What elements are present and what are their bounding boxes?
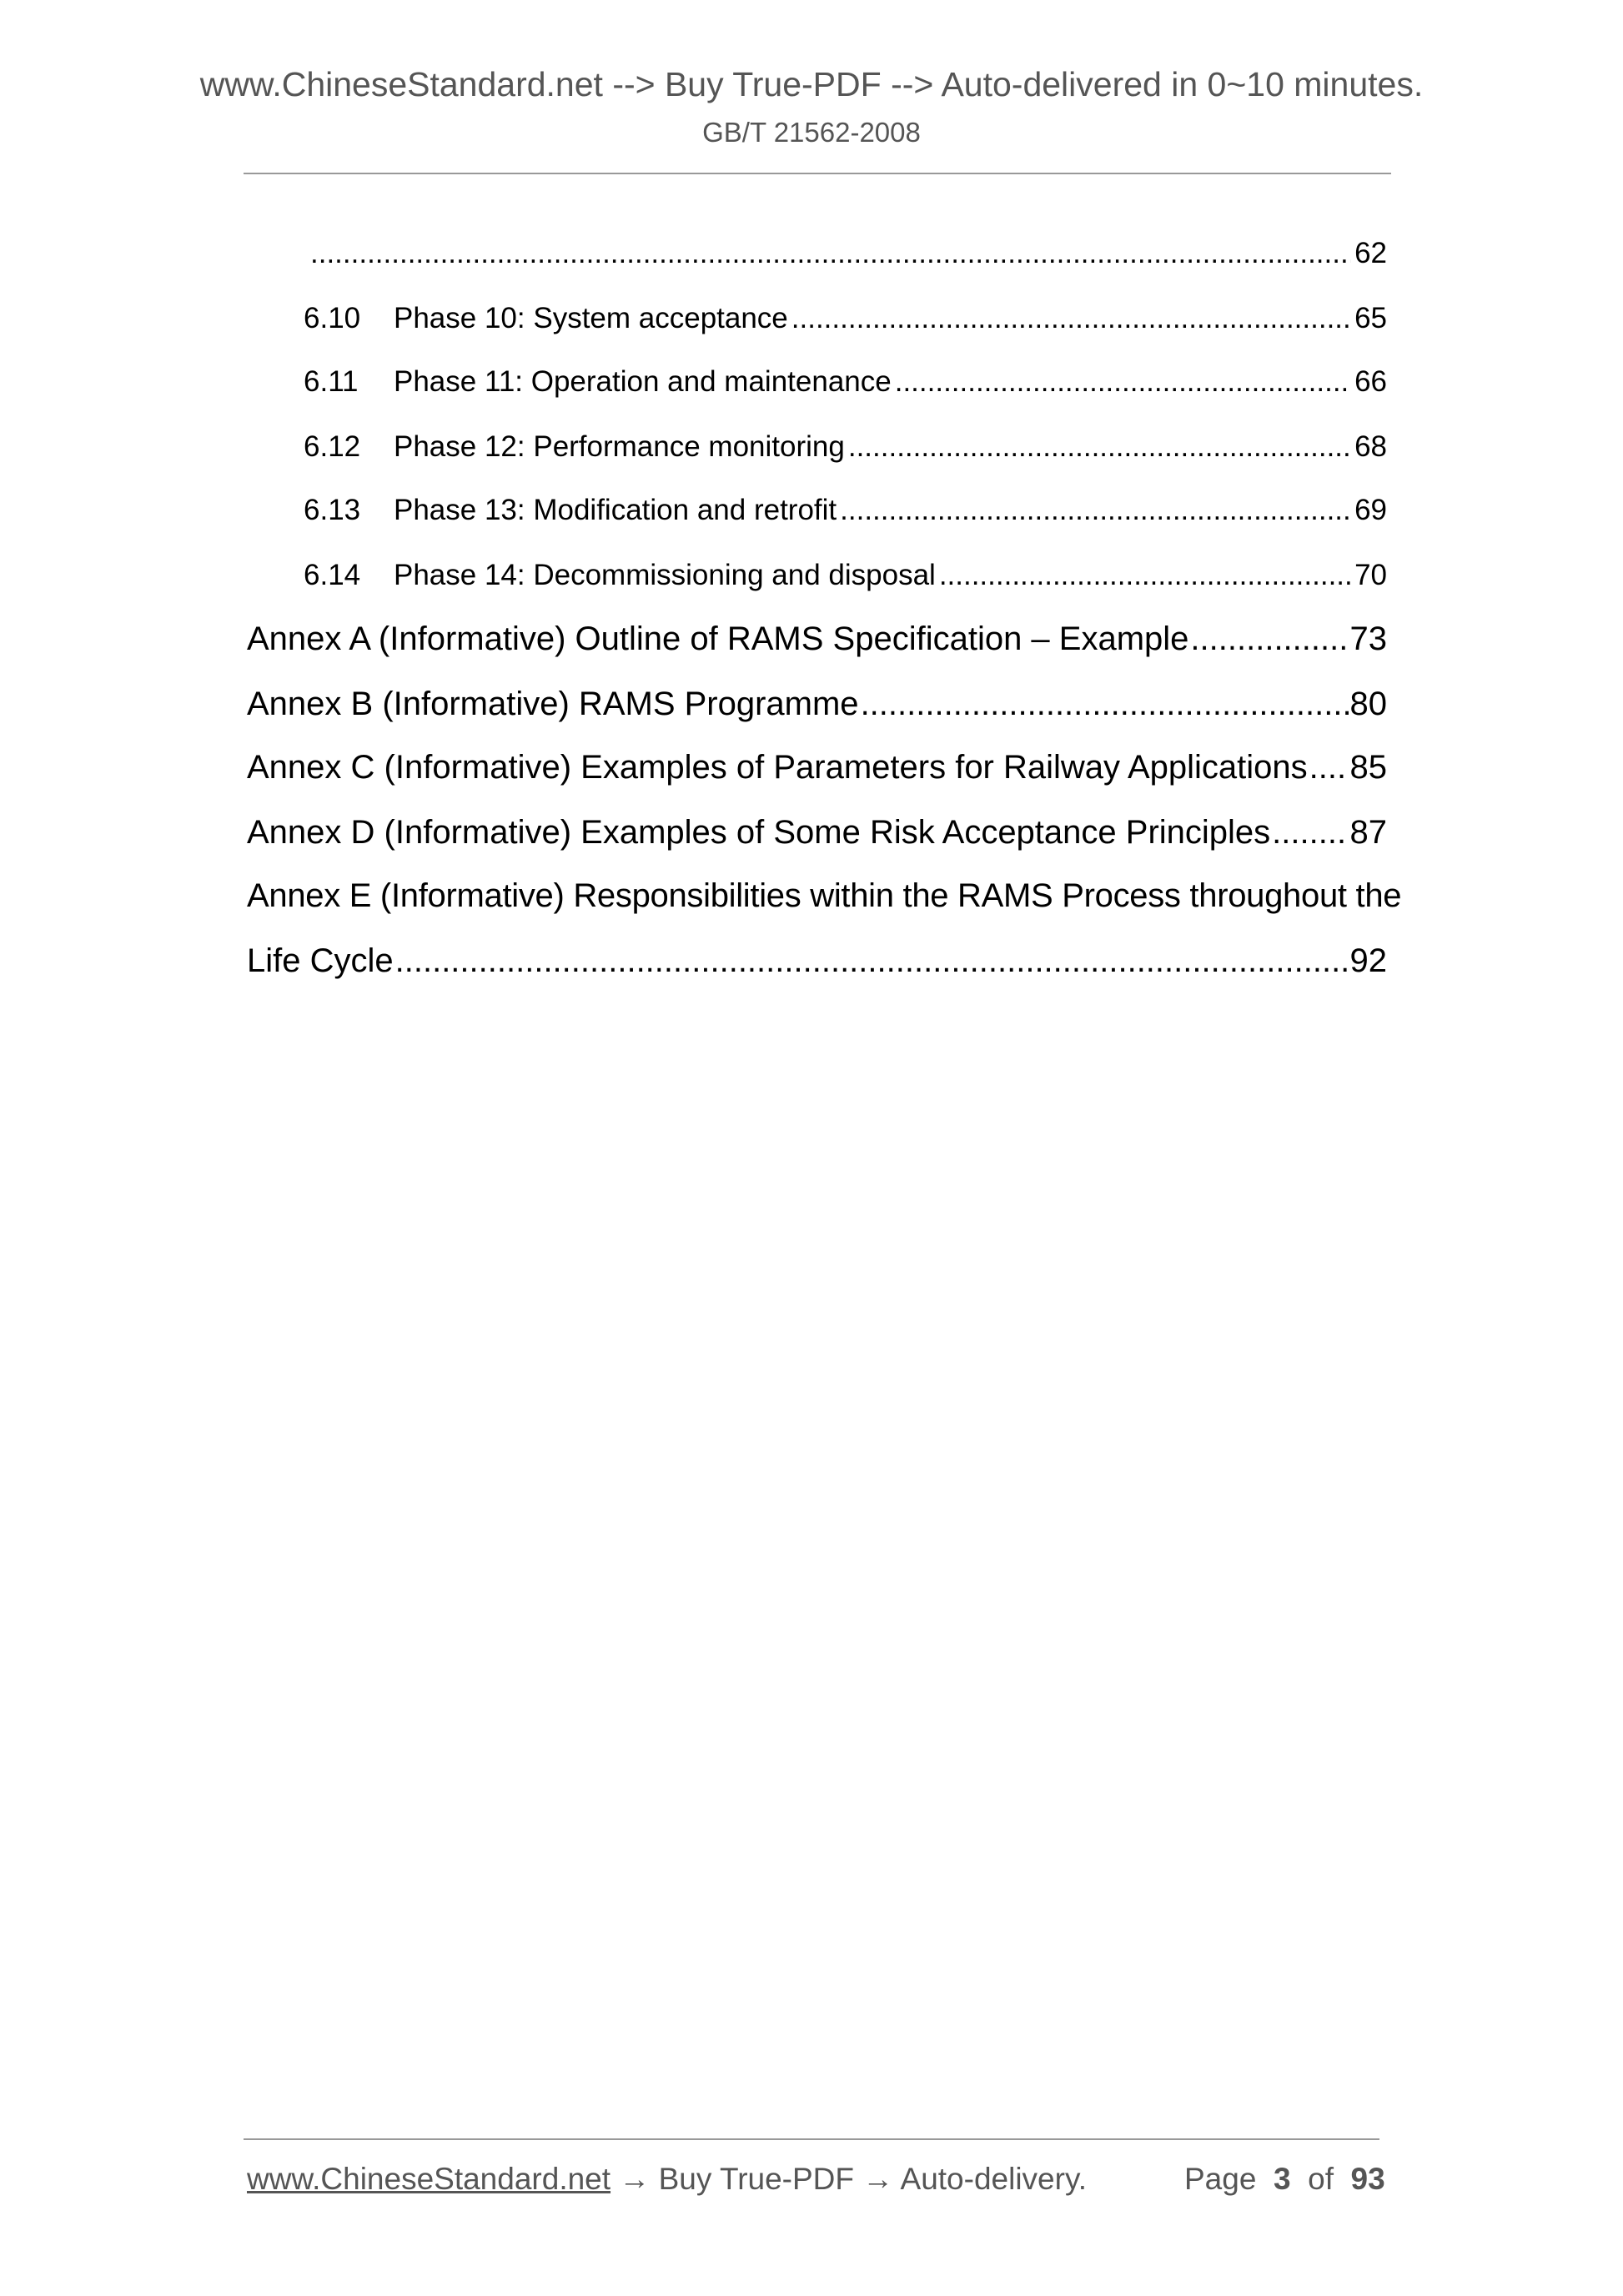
toc-number: 6.13 bbox=[304, 494, 361, 526]
toc-entry-6-11[interactable] bbox=[304, 365, 1387, 399]
toc-title: Phase 14: Decommissioning and disposal bbox=[394, 559, 936, 591]
toc-page: 69 bbox=[1354, 494, 1387, 526]
toc-entry-6-13[interactable] bbox=[304, 494, 1387, 527]
dot-leader bbox=[939, 559, 1351, 592]
toc-page: 66 bbox=[1354, 365, 1387, 398]
toc-title: Life Cycle bbox=[247, 942, 394, 979]
toc-title: Annex E (Informative) Responsibilities within the RAMS Process throughout the bbox=[247, 877, 1402, 914]
page-total: 93 bbox=[1350, 2162, 1385, 2196]
toc-number: 6.12 bbox=[304, 430, 361, 463]
toc-page: 68 bbox=[1354, 430, 1387, 463]
toc-entry-6-12[interactable] bbox=[304, 430, 1387, 464]
toc-title: Annex C (Informative) Examples of Parameters for Railway Applications bbox=[247, 749, 1308, 786]
toc-entry-6-14[interactable] bbox=[304, 559, 1387, 592]
toc-entry-annex-e-line2[interactable] bbox=[247, 942, 1387, 980]
toc-title: Annex D (Informative) Examples of Some Risk Acceptance Principles bbox=[247, 814, 1271, 851]
toc-title: Annex A (Informative) Outline of RAMS Specification – Example bbox=[247, 620, 1189, 657]
toc-page: 70 bbox=[1354, 559, 1387, 591]
toc-entry-annex-b[interactable] bbox=[247, 686, 1387, 723]
toc-number: 6.10 bbox=[304, 302, 361, 334]
toc-entry-annex-e-line1[interactable] bbox=[247, 877, 1402, 915]
toc-entry-continued[interactable] bbox=[310, 237, 1387, 270]
header-divider bbox=[244, 173, 1391, 174]
toc-page: 87 bbox=[1349, 814, 1387, 851]
toc-entry-annex-a[interactable] bbox=[247, 620, 1387, 658]
toc-page: 92 bbox=[1349, 942, 1387, 979]
toc-number: 6.14 bbox=[304, 559, 361, 591]
dot-leader bbox=[395, 942, 1349, 980]
toc-entry-annex-d[interactable] bbox=[247, 814, 1387, 852]
toc-page: 65 bbox=[1354, 302, 1387, 334]
dot-leader bbox=[895, 365, 1351, 399]
toc-number: 6.11 bbox=[304, 365, 359, 398]
page-indicator bbox=[1184, 2162, 1385, 2197]
footer-divider bbox=[244, 2138, 1379, 2140]
toc-entry-6-10[interactable] bbox=[304, 302, 1387, 335]
toc-page: 80 bbox=[1349, 686, 1387, 722]
toc-page: 85 bbox=[1349, 749, 1387, 786]
toc-title: Phase 13: Modification and retrofit bbox=[394, 494, 837, 526]
toc-title: Annex B (Informative) RAMS Programme bbox=[247, 686, 859, 722]
page-label: Page bbox=[1184, 2162, 1257, 2196]
toc-page: 62 bbox=[1354, 237, 1387, 269]
dot-leader bbox=[310, 237, 1351, 270]
of-label: of bbox=[1308, 2162, 1334, 2196]
footer-text: → Buy True-PDF → Auto-delivery. bbox=[611, 2162, 1087, 2196]
toc-title: Phase 10: System acceptance bbox=[394, 302, 788, 334]
page-current: 3 bbox=[1273, 2162, 1291, 2196]
footer-promo bbox=[247, 2162, 1087, 2197]
footer-link[interactable]: www.ChineseStandard.net bbox=[247, 2162, 611, 2196]
dot-leader bbox=[848, 430, 1351, 464]
dot-leader bbox=[840, 494, 1351, 527]
toc-title: Phase 12: Performance monitoring bbox=[394, 430, 845, 463]
toc-entry-annex-c[interactable] bbox=[247, 749, 1387, 786]
header-banner: www.ChineseStandard.net --> Buy True-PDF --> Auto-delivered in 0~10 minutes. bbox=[199, 65, 1424, 103]
dot-leader bbox=[1190, 620, 1348, 658]
dot-leader bbox=[791, 302, 1351, 335]
toc-title: Phase 11: Operation and maintenance bbox=[394, 365, 892, 398]
toc-page: 73 bbox=[1349, 620, 1387, 657]
dot-leader bbox=[1272, 814, 1348, 852]
standard-number: GB/T 21562-2008 bbox=[702, 117, 921, 148]
dot-leader bbox=[861, 686, 1349, 723]
dot-leader bbox=[1309, 749, 1349, 786]
